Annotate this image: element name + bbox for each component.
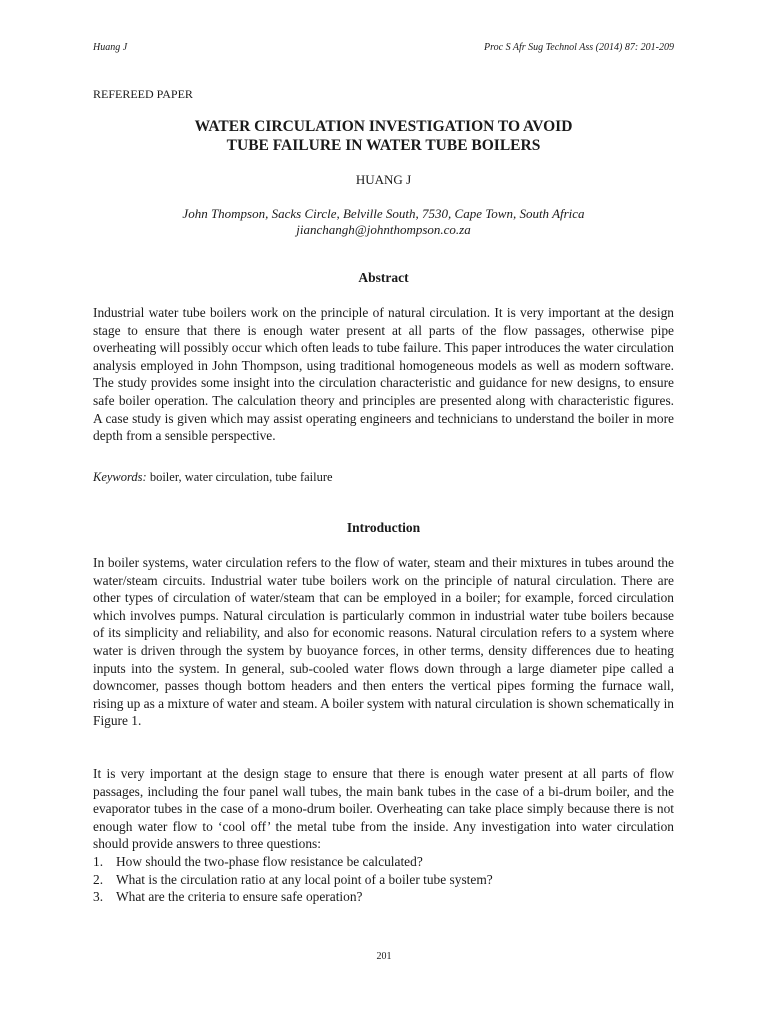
affiliation-address: John Thompson, Sacks Circle, Belville South, 7530, Cape Town, South Africa xyxy=(182,206,585,221)
questions-list xyxy=(93,853,674,906)
abstract-text: Industrial water tube boilers work on the principle of natural circulation. It is very important at the design stage to ensure that there is enough water present at all parts of the flow passages, otherwise pipe overheating will possibly occur which often leads to tube failure. This paper introduces the water circulation analysis employed in John Thompson, using traditional homogeneous models as well as modern software. The study provides some insight into the circulation characteristic and guidance for new designs, to ensure safe boiler operation. The calculation theory and principles are presented along with characteristic figures. A case study is given which may assist operating engineers and technicians to understand the boiler in more depth from a sensible perspective. xyxy=(93,305,674,444)
abstract-heading: Abstract xyxy=(358,270,409,285)
paper-title-line-2: TUBE FAILURE IN WATER TUBE BOILERS xyxy=(226,137,541,154)
list-item-text: How should the two-phase flow resistance be calculated? xyxy=(116,854,423,869)
list-item-number: 1. xyxy=(93,854,104,869)
keywords xyxy=(93,470,674,485)
affiliation xyxy=(93,206,674,238)
keywords-label: Keywords: xyxy=(93,470,147,484)
introduction-heading: Introduction xyxy=(346,520,421,535)
list-item-text: What are the criteria to ensure safe operation? xyxy=(116,889,363,905)
list-item xyxy=(93,871,674,889)
keywords-text: boiler, water circulation, tube failure xyxy=(146,470,333,484)
running-header-citation: Proc S Afr Sug Technol Ass (2014) 87: 201-209 xyxy=(484,42,674,53)
list-item xyxy=(93,888,674,906)
list-item xyxy=(93,853,674,871)
affiliation-email: jianchangh@johnthompson.co.za xyxy=(296,222,471,237)
introduction-paragraph-2: It is very important at the design stage to ensure that there is enough water present at all parts of flow passages, including the four panel wall tubes, the main bank tubes in the case of a bi-drum boiler, and the evaporator tubes in the case of a mono-drum boiler. Overheating can take place simply because there is not enough water flow to ‘cool off’ the metal tube from the inside. Any investigation into water circulation should provide answers to three questions: xyxy=(93,766,674,852)
paper-title xyxy=(93,117,674,155)
list-item-number: 3. xyxy=(93,889,104,905)
list-item-number: 2. xyxy=(93,871,104,887)
author-name: HUANG J xyxy=(355,172,412,187)
introduction-paragraph-1: In boiler systems, water circulation refers to the flow of water, steam and their mixtures in tubes around the water/steam circuits. Industrial water tube boilers work on the principle of natural circulation. There are other types of circulation of water/steam that can be employed in a boiler; for example, forced circulation which involves pumps. Natural circulation is particularly common in industrial water tube boilers because of its simplicity and reliability, and also for economic reasons. Natural circulation refers to a system where water is driven through the system by buoyance forces, in other terms, density differences due to heating inputs into the system. In general, sub-cooled water flows down through a large diameter pipe called a downcomer, passes though bottom headers and then enters the vertical pipes forming the furnace wall, rising up as a mixture of water and steam. A boiler system with natural circulation is shown schematically in Figure 1. xyxy=(93,555,674,729)
running-header xyxy=(93,42,674,53)
paper-type-label: REFEREED PAPER xyxy=(93,87,193,101)
running-header-author: Huang J xyxy=(93,42,128,53)
page-number: 201 xyxy=(376,951,392,962)
list-item-text: What is the circulation ratio at any local point of a boiler tube system? xyxy=(116,871,493,887)
paper-title-line-1: WATER CIRCULATION INVESTIGATION TO AVOID xyxy=(194,118,573,135)
